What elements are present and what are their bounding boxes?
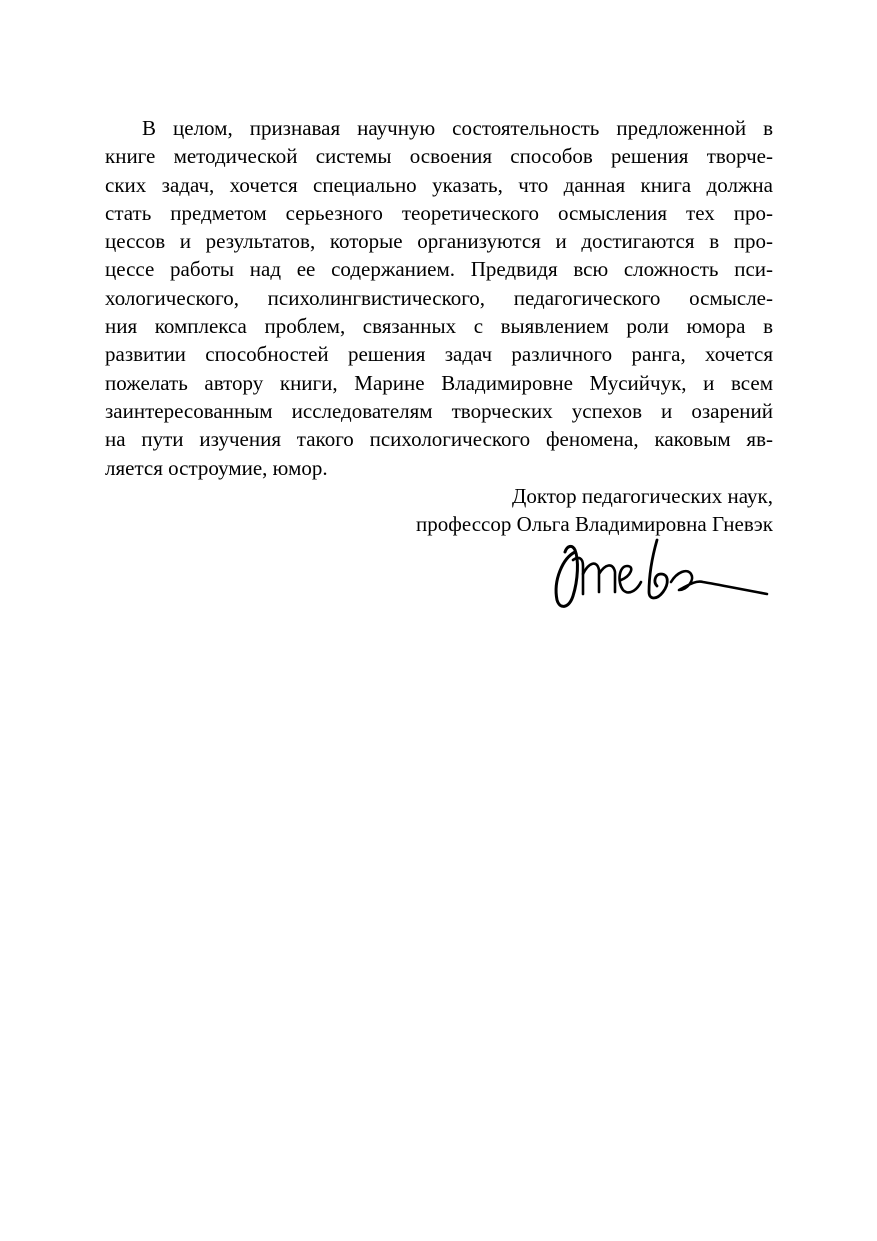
signature-stroke — [671, 571, 767, 594]
signature-stroke — [620, 566, 641, 592]
paragraph-line: ских задач, хочется специально указать, что данная книга должна — [105, 172, 773, 197]
paragraph-line: на пути изучения такого психологического феномена, каковым яв- — [105, 427, 773, 452]
paragraph-line: пожелать автору книги, Марине Владимировне Мусийчук, и всем — [105, 370, 773, 395]
paragraph-line: В целом, признавая научную состоятельность предложенной в — [142, 116, 773, 140]
author-name: профессор Ольга Владимировна Гневэк — [416, 512, 773, 537]
signature-stroke — [649, 540, 667, 598]
paragraph-line: развитии способностей решения задач различного ранга, хочется — [105, 342, 773, 367]
body-paragraph — [105, 114, 773, 482]
paragraph-line: ляется остроумие, юмор. — [105, 455, 328, 480]
paragraph-line: цессов и результатов, которые организуются и достигаются в про- — [105, 229, 773, 254]
paragraph-line: заинтересованным исследователям творческих успехов и озарений — [105, 398, 773, 423]
paragraph-line: книге методической системы освоения способов решения творче- — [105, 144, 773, 169]
signature-stroke — [556, 546, 577, 606]
author-degree: Доктор педагогических наук, — [512, 484, 773, 508]
signature-stroke — [583, 564, 615, 592]
paragraph-line: цессе работы над ее содержанием. Предвидя всю сложность пси- — [105, 257, 773, 282]
paragraph-line: хологического, психолингвистического, педагогического осмысле- — [105, 285, 773, 310]
handwritten-signature — [545, 530, 775, 615]
paragraph-line: стать предметом серьезного теоретического осмысления тех про- — [105, 200, 773, 225]
paragraph-line: ния комплекса проблем, связанных с выявлением роли юмора в — [105, 314, 773, 339]
